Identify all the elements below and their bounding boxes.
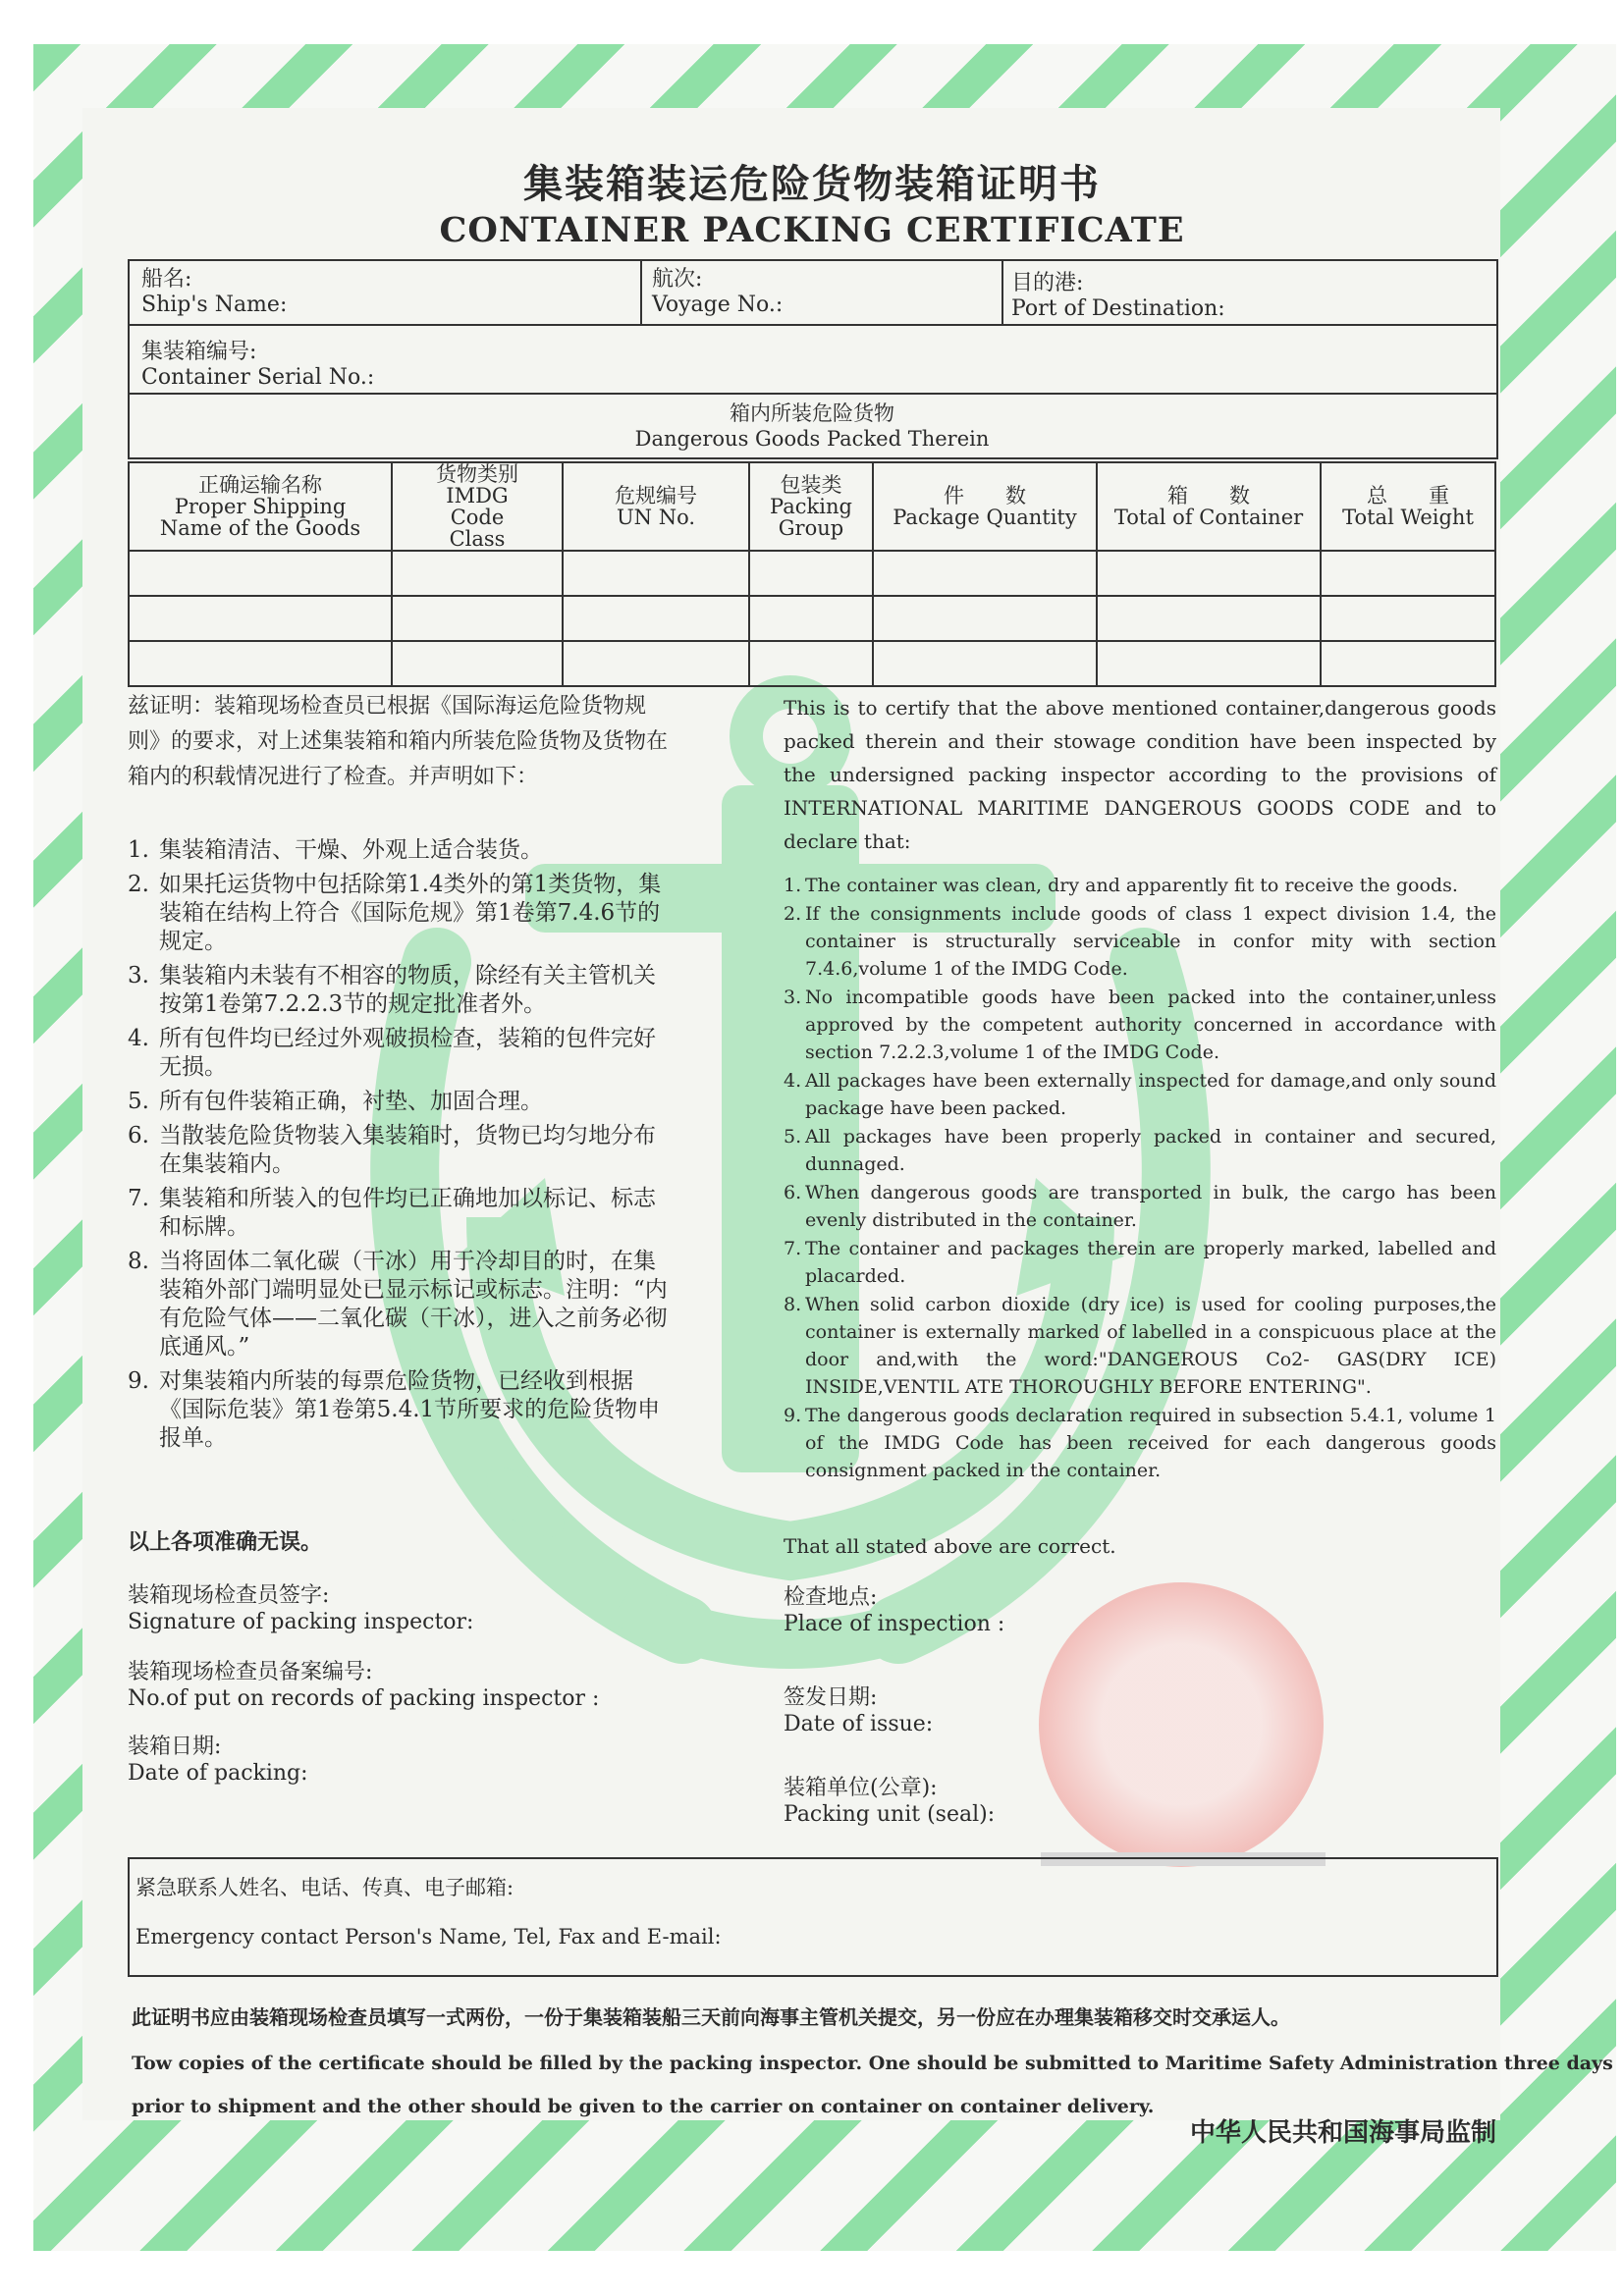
packing-unit-field[interactable]	[784, 1775, 995, 1828]
inspector-record-cn: 装箱现场检查员备案编号:	[128, 1660, 373, 1684]
emergency-contact-cn: 紧急联系人姓名、电话、传真、电子邮箱:	[135, 1876, 514, 1899]
col-un-no: 危规编号 UN No.	[563, 462, 749, 551]
correct-statement-cn: 以上各项准确无误。	[128, 1529, 323, 1555]
header-vline-1	[640, 259, 642, 324]
port-label	[1011, 271, 1225, 322]
issuer-label: 中华人民共和国海事局监制	[1189, 2118, 1496, 2148]
correct-statement-en: That all stated above are correct.	[784, 1534, 1116, 1558]
issue-date-en: Date of issue:	[784, 1712, 934, 1736]
date-of-issue-field[interactable]	[784, 1684, 933, 1737]
declaration-list-en	[784, 872, 1496, 1485]
packing-date-field[interactable]	[128, 1734, 308, 1787]
list-item: 9. 对集装箱内所装的每票危险货物，已经收到根据《国际危装》第1卷第5.4.1节所要求的危险货物申报单。	[128, 1368, 661, 1451]
header-divider	[128, 324, 1496, 326]
port-en: Port of Destination:	[1011, 296, 1225, 321]
packing-date-en: Date of packing:	[128, 1761, 308, 1786]
statement-intro-en: This is to certify that the above mentioned container,dangerous goods packed therein and their stowage condition have been inspected by the undersigned packing inspector according to the provisions of INTERNATIONAL MARITIME DANGEROUS GOODS CODE and to declare that:	[784, 696, 1496, 853]
container-serial-cn: 集装箱编号:	[141, 340, 257, 364]
declaration-list-cn	[128, 836, 677, 1459]
inspector-signature-en: Signature of packing inspector:	[128, 1610, 474, 1634]
packing-unit-cn: 装箱单位(公章):	[784, 1776, 938, 1800]
goods-caption-en: Dangerous Goods Packed Therein	[634, 427, 990, 451]
inspector-signature-cn: 装箱现场检查员签字:	[128, 1583, 330, 1608]
inspector-signature-field[interactable]	[128, 1582, 473, 1635]
place-en: Place of inspection :	[784, 1612, 1005, 1636]
packing-unit-en: Packing unit (seal):	[784, 1802, 996, 1827]
ship-name-en: Ship's Name:	[141, 293, 288, 317]
container-serial-en: Container Serial No.:	[141, 365, 375, 390]
voyage-label	[652, 267, 783, 318]
table-row	[129, 641, 1495, 686]
list-item: 9. The dangerous goods declaration required in subsection 5.4.1, volume 1 of the IMDG Code has been received for each dangerous goods consignment packed in the container.	[784, 1405, 1496, 1481]
table-row	[129, 596, 1495, 641]
packing-date-cn: 装箱日期:	[128, 1735, 222, 1759]
list-item: 1. The container was clean, dry and apparently fit to receive the goods.	[784, 875, 1458, 896]
footer-note-en-1: Tow copies of the certificate should be filled by the packing inspector. One should be submitted to Maritime Safety Administration three days	[132, 2053, 1613, 2074]
goods-caption-cn: 箱内所装危险货物	[730, 401, 894, 425]
ship-name-label	[141, 267, 287, 318]
col-total-container: 箱 数 Total of Container	[1097, 462, 1321, 551]
issue-date-cn: 签发日期:	[784, 1685, 878, 1710]
list-item: 2. 如果托运货物中包括除第1.4类外的第1类货物，集装箱在结构上符合《国际危规》第1卷第7.4.6节的规定。	[128, 872, 662, 954]
voyage-cn: 航次:	[652, 267, 703, 292]
footer-note-en-2: prior to shipment and the other should be given to the carrier on container on container delivery.	[132, 2096, 1155, 2117]
list-item: 8. 当将固体二氧化碳（干冰）用于冷却目的时，在集装箱外部门端明显处已显示标记或标志。注明：“内有危险气体——二氧化碳（干冰），进入之前务必彻底通风。”	[128, 1249, 668, 1360]
inspector-record-en: No.of put on records of packing inspector :	[128, 1686, 600, 1711]
list-item: 3. No incompatible goods have been packed into the container,unless approved by the competent authority concerned in accordance with section 7.2.2.3,volume 1 of the IMDG Code.	[784, 987, 1496, 1063]
list-item: 5. All packages have been properly packed in container and secured, dunnaged.	[784, 1126, 1496, 1175]
list-item: 8. When solid carbon dioxide (dry ice) is used for cooling purposes,the container is externally marked of labelled in a conspicuous place at the door and,with the word:"DANGEROUS Co2- GAS(DRY ICE) INSIDE,VENTIL ATE THOROUGHLY BEFORE ENTERING".	[784, 1294, 1496, 1398]
list-item: 7. 集装箱和所装入的包件均已正确地加以标记、标志和标牌。	[128, 1186, 656, 1240]
list-item: 7. The container and packages therein are properly marked, labelled and placarded.	[784, 1238, 1496, 1287]
title-english: CONTAINER PACKING CERTIFICATE	[439, 210, 1185, 250]
emergency-contact-en: Emergency contact Person's Name, Tel, Fax and E-mail:	[135, 1925, 722, 1949]
goods-header-row	[129, 462, 1495, 551]
goods-table	[128, 461, 1496, 687]
place-cn: 检查地点:	[784, 1585, 878, 1610]
list-item: 4. 所有包件均已经过外观破损检查，装箱的包件完好无损。	[128, 1026, 656, 1080]
col-total-weight: 总 重 Total Weight	[1321, 462, 1495, 551]
header-divider-2	[128, 393, 1496, 395]
col-imdg-class: 货物类别 IMDG Code Class	[392, 462, 563, 551]
header-vline-2	[1001, 259, 1003, 324]
col-packing-group: 包装类 Packing Group	[749, 462, 873, 551]
port-cn: 目的港:	[1011, 271, 1084, 295]
place-of-inspection-field[interactable]	[784, 1584, 1004, 1637]
list-item: 4. All packages have been externally inspected for damage,and only sound package have been packed.	[784, 1070, 1496, 1119]
goods-caption	[128, 400, 1496, 452]
statement-intro-cn: 兹证明：装箱现场检查员已根据《国际海运危险货物规则》的要求，对上述集装箱和箱内所装危险货物及货物在箱内的积载情况进行了检查。并声明如下：	[128, 694, 669, 789]
ship-name-cn: 船名:	[141, 267, 192, 292]
table-row	[129, 551, 1495, 596]
list-item: 3. 集装箱内未装有不相容的物质，除经有关主管机关按第1卷第7.2.2.3节的规定批准者外。	[128, 963, 656, 1017]
list-item: 6. When dangerous goods are transported in bulk, the cargo has been evenly distributed in the container.	[784, 1182, 1496, 1231]
footer-note-cn: 此证明书应由装箱现场检查员填写一式两份，一份于集装箱装船三天前向海事主管机关提交，另一份应在办理集装箱移交时交承运人。	[132, 2005, 1290, 2029]
official-seal-stamp	[1039, 1582, 1324, 1867]
container-serial-label	[141, 340, 374, 391]
col-package-quantity: 件 数 Package Quantity	[873, 462, 1097, 551]
inspector-record-field[interactable]	[128, 1659, 599, 1712]
title-chinese: 集装箱装运危险货物装箱证明书	[523, 161, 1101, 207]
list-item: 5. 所有包件装箱正确，衬垫、加固合理。	[128, 1089, 543, 1114]
list-item: 2. If the consignments include goods of class 1 expect division 1.4, the container is structurally serviceable in confor mity with section 7.4.6,volume 1 of the IMDG Code.	[784, 903, 1496, 980]
col-shipping-name: 正确运输名称 Proper Shipping Name of the Goods	[129, 462, 392, 551]
voyage-en: Voyage No.:	[652, 293, 784, 317]
list-item: 1. 集装箱清洁、干燥、外观上适合装货。	[128, 837, 543, 863]
list-item: 6. 当散装危险货物装入集装箱时，货物已均匀地分布在集装箱内。	[128, 1123, 656, 1177]
